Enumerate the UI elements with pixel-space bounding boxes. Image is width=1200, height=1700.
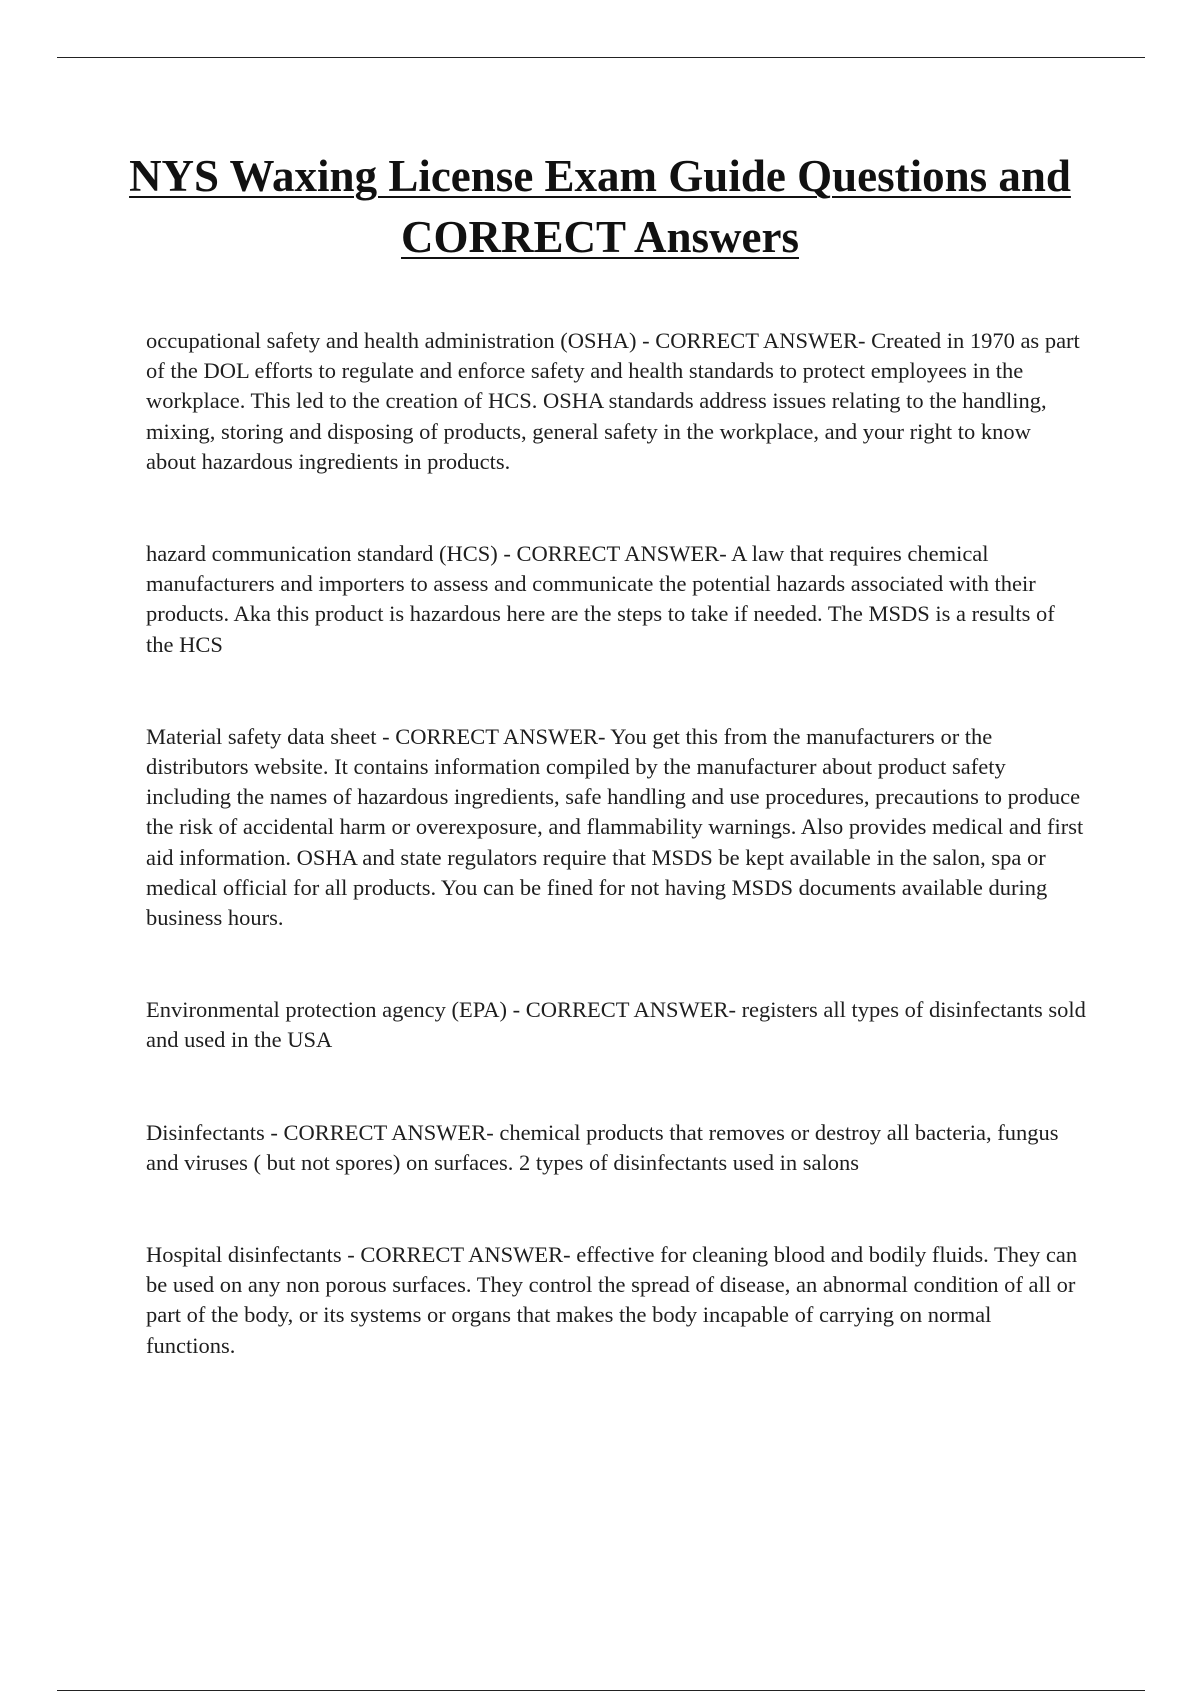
qa-term: Disinfectants [146,1119,265,1145]
qa-answer: CORRECT ANSWER- registers all types of disinfectants sold and used in the USA [146,997,1086,1053]
qa-answer: CORRECT ANSWER- A law that requires chemical manufacturers and importers to assess and communicate the potential hazards associated with their products. Aka this product is hazardous here are the steps to take if needed. The MSDS is a results of the HCS [146,541,1055,657]
qa-term: occupational safety and health administration (OSHA) [146,328,637,353]
qa-answer: CORRECT ANSWER- effective for cleaning blood and bodily fluids. They can be used on any non porous surfaces. They control the spread of disease, an abnormal condition of all or part of the body, or its systems or organs that makes the body incapable of carrying on normal functions. [146,1242,1078,1358]
qa-term: Material safety data sheet [146,723,377,749]
qa-entry-disinfectants [146,1118,1086,1178]
qa-entry-hospital-disinfectants [146,1240,1086,1361]
qa-answer: CORRECT ANSWER- You get this from the manufacturers or the distributors website. It contains information compiled by the manufacturer about product safety including the names of hazardous ingredients, safe handling and use procedures, precautions to produce the risk of accidental harm or overexposure, and flammability warnings. Also provides medical and first aid information. OSHA and state regulators require that MSDS be kept available in the salon, spa or medical official for all products. You can be fined for not having MSDS documents available during business hours. [146,723,1084,931]
qa-term: Environmental protection agency (EPA) [146,997,507,1023]
document-title: NYS Waxing License Exam Guide Questions and CORRECT Answers [129,151,1071,262]
qa-entry-epa [146,995,1086,1055]
qa-separator: - [497,541,517,567]
header-rule [57,57,1145,58]
qa-term: hazard communication standard (HCS) [146,541,498,567]
qa-separator: - [376,723,396,749]
qa-entry-msds [146,722,1086,933]
footer-rule [57,1690,1145,1691]
qa-separator: - [506,997,526,1023]
qa-term: Hospital disinfectants [146,1242,342,1268]
qa-separator: - [264,1119,284,1145]
qa-separator: - [341,1242,361,1268]
qa-answer: CORRECT ANSWER- chemical products that removes or destroy all bacteria, fungus and viruses ( but not spores) on surfaces. 2 types of disinfectants used in salons [146,1119,1059,1175]
qa-answer: CORRECT ANSWER- Created in 1970 as part of the DOL efforts to regulate and enforce safety and health standards to protect employees in the workplace. This led to the creation of HCS. OSHA standards address issues relating to the handling, mixing, storing and disposing of products, general safety in the workplace, and your right to know about hazardous ingredients in products. [146,328,1080,474]
qa-separator: - [636,328,656,353]
qa-entry-hcs [146,539,1086,660]
qa-entry-osha [146,326,1086,477]
qa-list [146,326,1086,1361]
